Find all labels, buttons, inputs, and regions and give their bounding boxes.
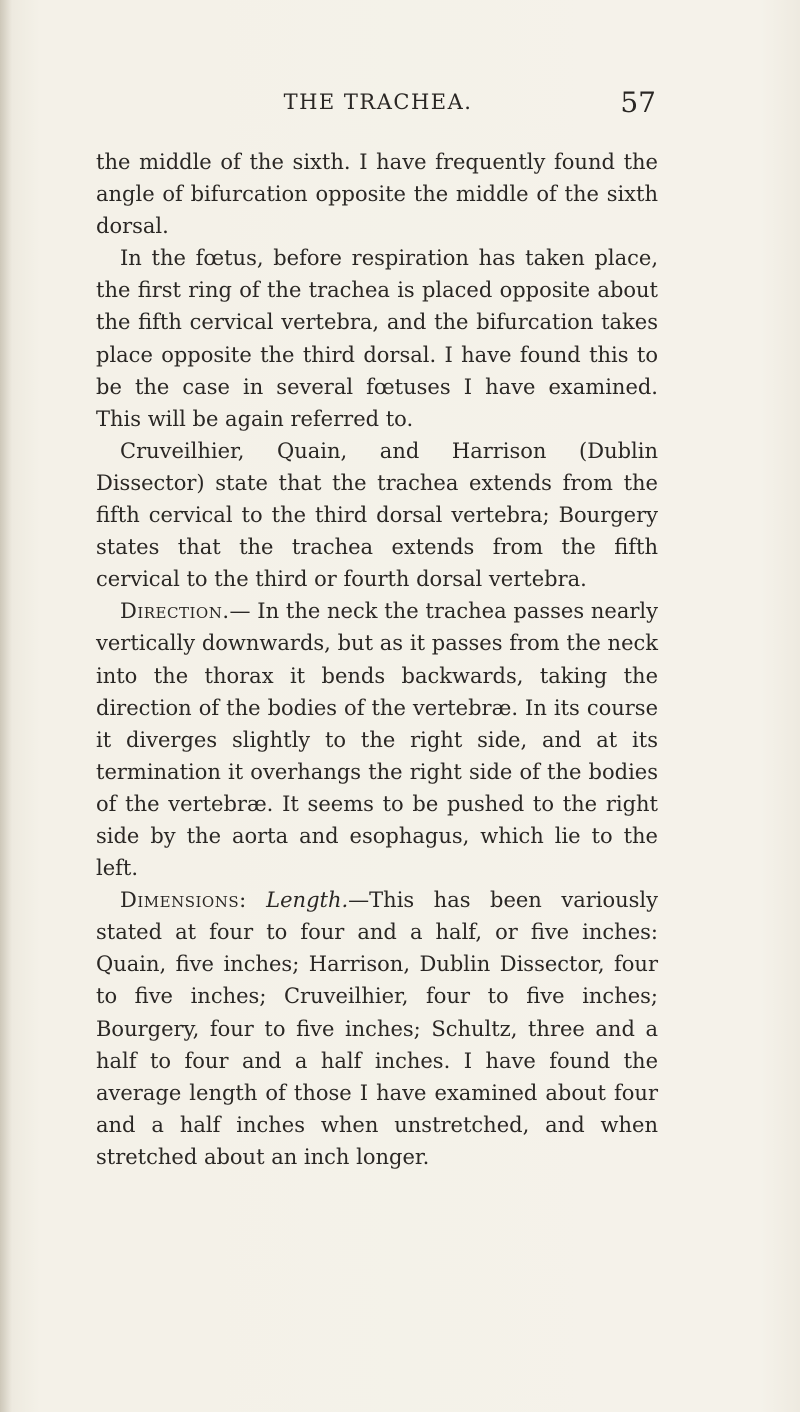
running-head: THE TRACHEA. [283, 90, 473, 114]
paragraph-continuation [96, 146, 658, 242]
paragraph-text: In the fœtus, before respiration has taken place, the first ring of the trachea is placed opposite about the fifth cervical vertebra, and the bifurcation takes place opposite the third dorsal. I have found this to be the case in several fœtuses I have examined. This will be again referred to. [96, 246, 658, 431]
paragraph-foetus [96, 242, 658, 435]
paragraph-authorities [96, 435, 658, 595]
section-heading-dimensions: Dimensions: [120, 888, 247, 913]
subheading-length: Length. [266, 888, 349, 913]
page-gutter-shadow [0, 0, 12, 1412]
paragraph-dimensions [96, 884, 658, 1173]
paragraph-text: Cruveilhier, Quain, and Harrison (Dublin Dissector) state that the trachea extends from the fifth cervical to the third dorsal vertebra; Bourgery states that the trachea extends from the fifth cervical to the third or fourth dorsal vertebra. [96, 438, 658, 592]
section-heading-direction: Direction. [120, 599, 230, 624]
paragraph-text: — In the neck the trachea passes nearly vertically downwards, but as it passes from the neck into the thorax it bends backwards, taking the direction of the bodies of the vertebræ. In its course it diverges slightly to the right side, and at its termination it overhangs the right side of the bodies of the vertebræ. It seems to be pushed to the right side by the aorta and esophagus, which lie to the left. [96, 599, 658, 881]
body-text [96, 146, 658, 1173]
paragraph-text: —This has been variously stated at four to four and a half, or five inches: Quain, five inches; Harrison, Dublin Dissector, four to five inches; Cruveilhier, four to five inches; Bourgery, four to five inches; Schultz, three and a half to four and a half inches. I have found the average length of those I have examined about four and a half inches when unstretched, and when stretched about an inch longer. [96, 888, 658, 1169]
page-header [100, 86, 656, 126]
page-number: 57 [620, 86, 656, 119]
paragraph-text: the middle of the sixth. I have frequently found the angle of bifurcation opposite the middle of the sixth dorsal. [96, 150, 658, 239]
paragraph-direction [96, 595, 658, 884]
